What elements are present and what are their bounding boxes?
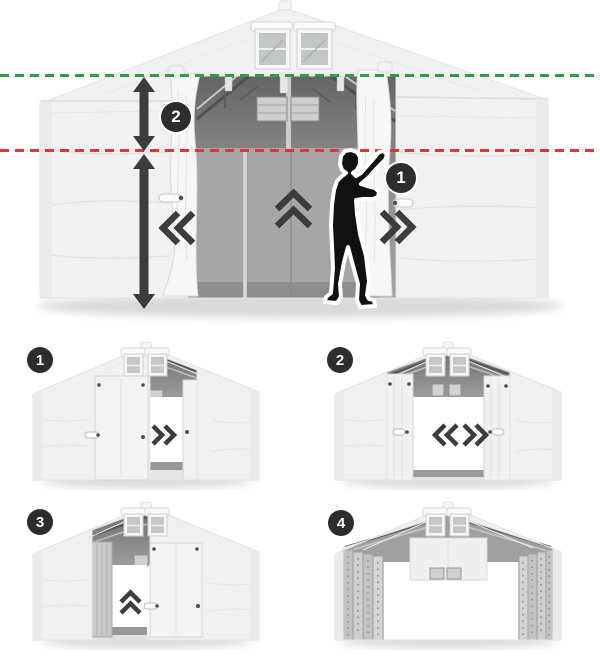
open-door-panel-left <box>387 374 413 480</box>
person-silhouette <box>325 150 387 307</box>
corner-post-right <box>553 551 561 640</box>
folded-side-curtain <box>92 542 112 637</box>
sliding-door-panel <box>144 543 202 637</box>
folded-door-edge <box>183 380 197 480</box>
interior <box>343 514 553 640</box>
step-2-badge: 2 <box>327 347 353 373</box>
entrance-badge: 1 <box>386 163 416 193</box>
corner-post-left <box>335 393 344 480</box>
corner-post-left <box>335 553 343 640</box>
interior <box>387 350 510 480</box>
double-chevron-right-icon <box>382 212 412 242</box>
corner-post-left <box>33 553 42 640</box>
gable-height-arrow <box>133 77 155 151</box>
hanging-gable-panel <box>410 538 487 580</box>
corner-post-right <box>250 551 259 640</box>
step-2-tent <box>323 340 573 490</box>
open-door-panel-right <box>484 376 510 480</box>
accordion-folded-walls-right <box>519 550 553 640</box>
entrance-height-arrow <box>133 154 155 309</box>
double-chevron-up-icon <box>277 193 310 226</box>
step-1-badge: 1 <box>27 347 53 373</box>
step-3-tent <box>21 500 271 650</box>
step-4-badge: 4 <box>328 510 354 536</box>
accordion-folded-walls-left <box>343 550 383 640</box>
step-1-tent <box>21 340 271 490</box>
step-3-badge: 3 <box>27 509 53 535</box>
step-4-tent <box>323 500 573 650</box>
corner-post-right <box>250 391 259 480</box>
double-chevron-left-icon <box>163 213 193 243</box>
corner-post-right <box>552 391 561 480</box>
corner-post-left <box>33 393 42 480</box>
gable-height-badge: 2 <box>161 102 191 132</box>
